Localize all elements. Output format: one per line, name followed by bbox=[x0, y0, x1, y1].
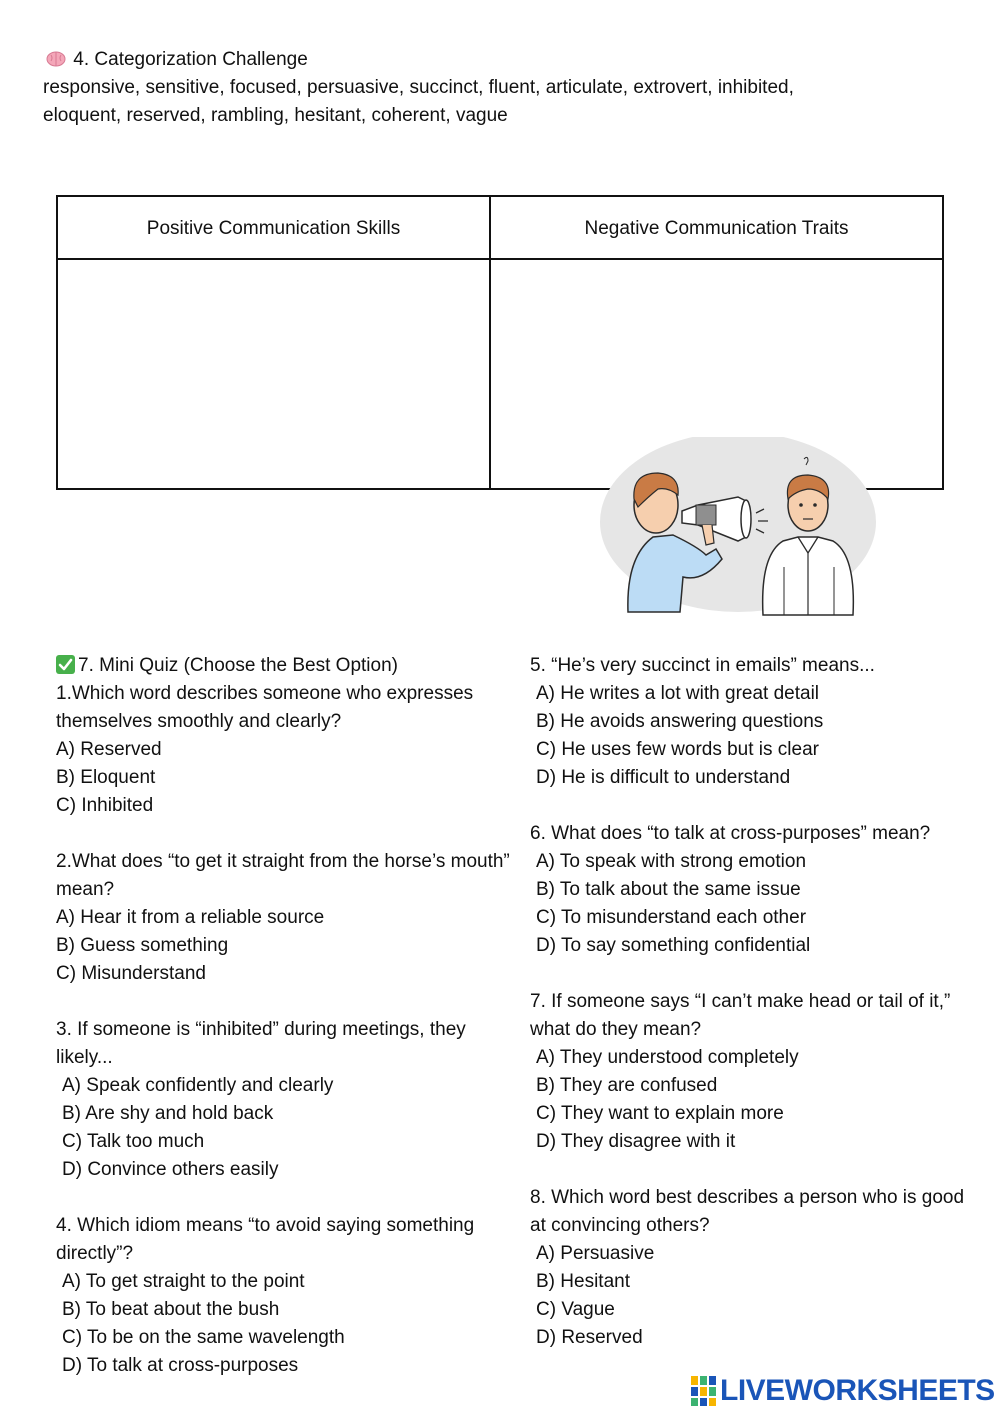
answer-option[interactable]: B) To beat about the bush bbox=[62, 1299, 280, 1320]
answer-option[interactable]: C) They want to explain more bbox=[536, 1103, 784, 1124]
answer-option[interactable]: A) Reserved bbox=[56, 739, 162, 760]
question-text: 2.What does “to get it straight from the horse’s mouth” mean? bbox=[56, 851, 510, 900]
quiz-right-column bbox=[530, 652, 970, 1380]
answer-option[interactable]: A) They understood completely bbox=[536, 1047, 799, 1068]
answer-option[interactable]: A) Persuasive bbox=[536, 1243, 655, 1264]
answer-option[interactable]: B) Guess something bbox=[56, 935, 229, 956]
question-block bbox=[530, 988, 970, 1156]
answer-option[interactable]: C) He uses few words but is clear bbox=[536, 739, 819, 760]
brain-icon bbox=[46, 46, 68, 74]
answer-option[interactable]: B) Eloquent bbox=[56, 767, 156, 788]
question-block bbox=[56, 1016, 516, 1184]
answer-option[interactable]: B) Are shy and hold back bbox=[62, 1103, 274, 1124]
section-7-title: 7. Mini Quiz (Choose the Best Option) bbox=[78, 655, 398, 676]
answer-option[interactable]: B) He avoids answering questions bbox=[536, 711, 824, 732]
negative-traits-header: Negative Communication Traits bbox=[491, 197, 942, 260]
quiz-left-column bbox=[56, 652, 516, 1408]
question-text: 6. What does “to talk at cross-purposes” mean? bbox=[530, 823, 931, 844]
megaphone-illustration bbox=[598, 437, 878, 617]
answer-option[interactable]: D) They disagree with it bbox=[536, 1131, 736, 1152]
word-bank-line: responsive, sensitive, focused, persuasive, succinct, fluent, articulate, extrovert, inhibited, bbox=[43, 77, 794, 98]
section-4-title: 4. Categorization Challenge bbox=[73, 49, 308, 70]
answer-option[interactable]: B) They are confused bbox=[536, 1075, 718, 1096]
question-block bbox=[56, 680, 516, 820]
answer-option[interactable]: B) Hesitant bbox=[536, 1271, 630, 1292]
answer-option[interactable]: D) To talk at cross-purposes bbox=[62, 1355, 299, 1376]
answer-option[interactable]: C) To misunderstand each other bbox=[536, 907, 807, 928]
question-block bbox=[56, 848, 516, 988]
question-block bbox=[530, 652, 970, 792]
answer-option[interactable]: D) Convince others easily bbox=[62, 1159, 279, 1180]
answer-option[interactable]: C) To be on the same wavelength bbox=[62, 1327, 345, 1348]
check-mark-icon bbox=[56, 652, 78, 680]
answer-option[interactable]: A) Speak confidently and clearly bbox=[62, 1075, 334, 1096]
answer-option[interactable]: D) To say something confidential bbox=[536, 935, 811, 956]
answer-option[interactable]: D) He is difficult to understand bbox=[536, 767, 791, 788]
question-text: 8. Which word best describes a person who is good at convincing others? bbox=[530, 1187, 965, 1236]
answer-option[interactable]: A) Hear it from a reliable source bbox=[56, 907, 325, 928]
positive-skills-drop-area[interactable] bbox=[58, 260, 491, 488]
word-bank-line: eloquent, reserved, rambling, hesitant, coherent, vague bbox=[43, 105, 508, 126]
question-block bbox=[530, 820, 970, 960]
answer-option[interactable]: C) Inhibited bbox=[56, 795, 154, 816]
logo-mark-icon bbox=[691, 1376, 717, 1406]
answer-option[interactable]: A) He writes a lot with great detail bbox=[536, 683, 820, 704]
question-text: 4. Which idiom means “to avoid saying something directly”? bbox=[56, 1215, 475, 1264]
logo-text: LIVEWORKSHEETS bbox=[720, 1374, 995, 1407]
section-4-heading bbox=[46, 46, 308, 74]
answer-option[interactable]: C) Talk too much bbox=[62, 1131, 205, 1152]
section-7-heading bbox=[56, 652, 516, 680]
question-text: 7. If someone says “I can’t make head or tail of it,” what do they mean? bbox=[530, 991, 951, 1040]
question-text: 1.Which word describes someone who expresses themselves smoothly and clearly? bbox=[56, 683, 474, 732]
word-bank bbox=[43, 74, 893, 130]
positive-skills-header: Positive Communication Skills bbox=[58, 197, 491, 260]
answer-option[interactable]: C) Vague bbox=[536, 1299, 615, 1320]
question-text: 3. If someone is “inhibited” during meetings, they likely... bbox=[56, 1019, 466, 1068]
question-block bbox=[530, 1184, 970, 1352]
answer-option[interactable]: A) To get straight to the point bbox=[62, 1271, 305, 1292]
answer-option[interactable]: A) To speak with strong emotion bbox=[536, 851, 807, 872]
answer-option[interactable]: C) Misunderstand bbox=[56, 963, 206, 984]
answer-option[interactable]: D) Reserved bbox=[536, 1327, 643, 1348]
question-text: 5. “He’s very succinct in emails” means... bbox=[530, 655, 875, 676]
answer-option[interactable]: B) To talk about the same issue bbox=[536, 879, 801, 900]
question-block bbox=[56, 1212, 516, 1380]
